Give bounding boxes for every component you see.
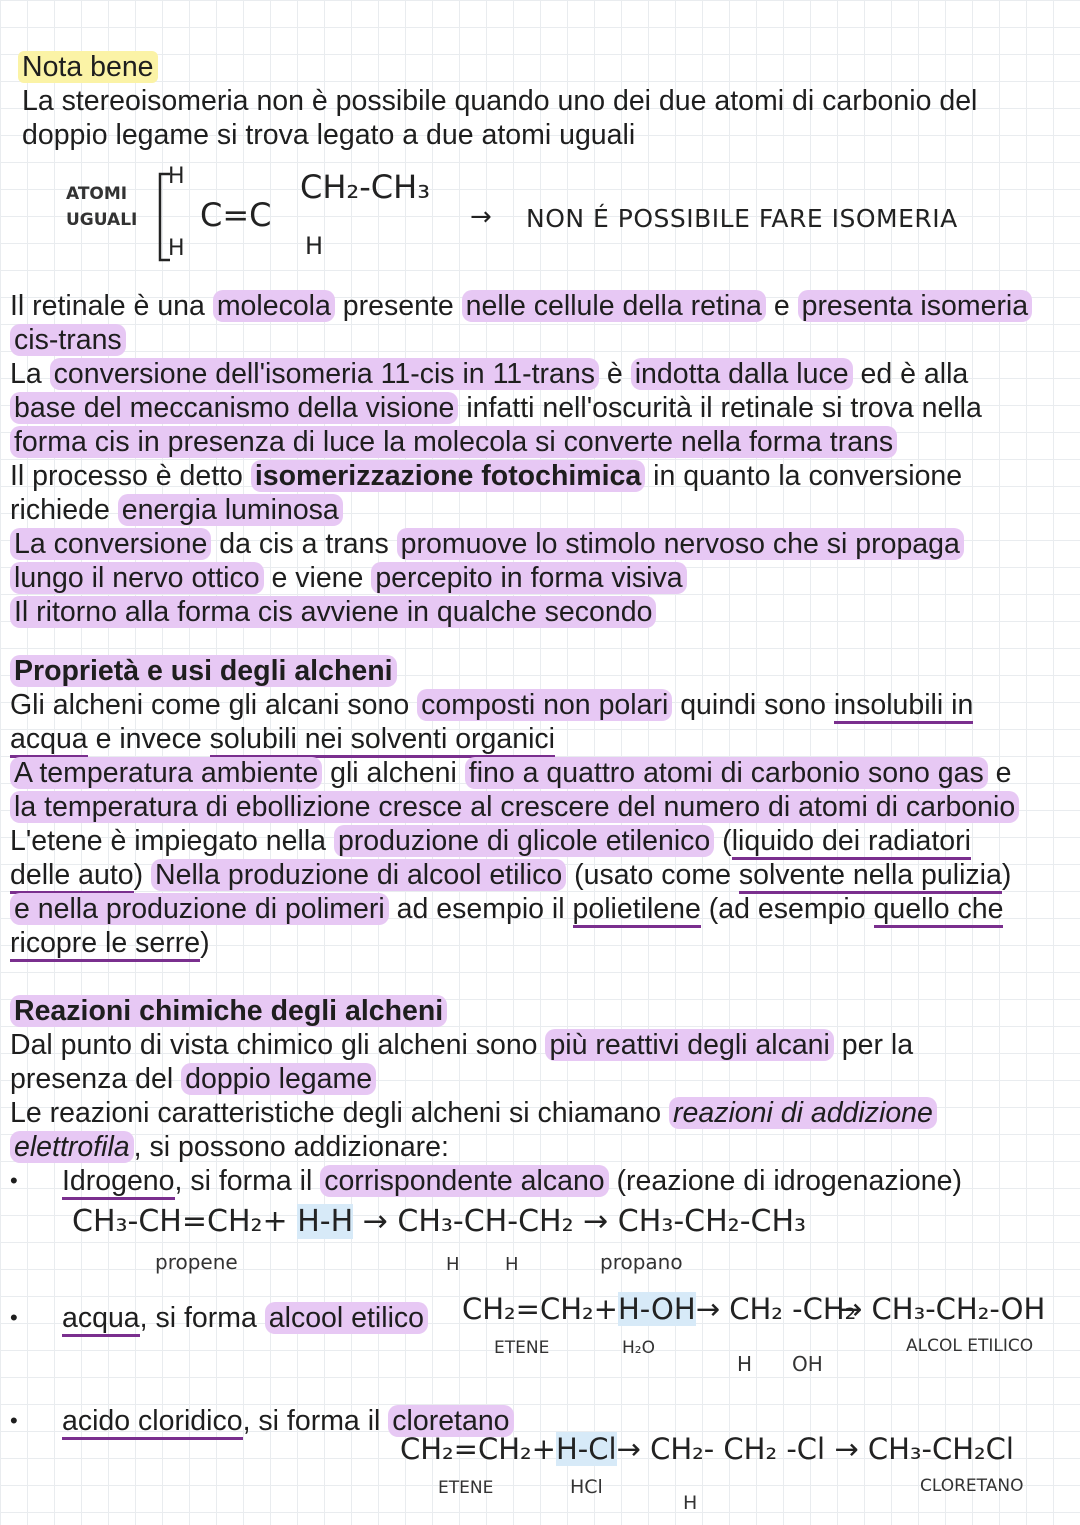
etene-label-2: ETENE — [438, 1478, 494, 1498]
propene-label: propene — [155, 1250, 238, 1274]
reazioni-title: Reazioni chimiche degli alcheni — [10, 994, 447, 1028]
uguali-label: UGUALI — [66, 210, 138, 230]
formula-cc: C=C — [200, 196, 272, 234]
retinale-line7: richiede energia luminosa — [10, 493, 343, 527]
retinale-line10: Il ritorno alla forma cis avviene in qualche secondo — [10, 595, 656, 629]
formula-idrogeno: CH₃-CH=CH₂+ H-H → CH₃-CH-CH₂ → CH₃-CH₂-CH₃ — [72, 1204, 807, 1239]
formula-acqua: CH₂=CH₂+H-OH→ CH₂ -CH₂ — [462, 1292, 857, 1326]
proprieta-line3: A temperatura ambiente gli alcheni fino a quattro atomi di carbonio sono gas e — [10, 756, 1011, 790]
retinale-line4: base del meccanismo della visione infatti nell'oscurità il retinale si trova nella — [10, 391, 982, 425]
bullet-2: • — [10, 1305, 18, 1330]
reaction-acido: acido cloridico, si forma il cloretano — [62, 1404, 514, 1438]
retinale-line5: forma cis in presenza di luce la molecola si converte nella forma trans — [10, 425, 897, 459]
h2o-label: H₂O — [622, 1338, 655, 1358]
hcl-label: HCl — [570, 1476, 603, 1498]
reazioni-line2: presenza del doppio legame — [10, 1062, 376, 1096]
formula-acqua-product: → CH₃-CH₂-OH — [838, 1292, 1046, 1326]
proprieta-line5: L'etene è impiegato nella produzione di glicole etilenico (liquido dei radiatori — [10, 824, 971, 858]
alcol-etilico-label: ALCOL ETILICO — [906, 1336, 1034, 1356]
formula-h2: H — [168, 236, 185, 261]
formula-acido: CH₂=CH₂+H-Cl→ CH₂- CH₂ -Cl → CH₃-CH₂Cl — [400, 1432, 1014, 1466]
nota-line1: La stereoisomeria non è possibile quando uno dei due atomi di carbonio del — [22, 85, 978, 117]
reazioni-line1: Dal punto di vista chimico gli alcheni sono più reattivi degli alcani per la — [10, 1029, 914, 1061]
bullet-3: • — [10, 1408, 18, 1433]
bullet-1: • — [10, 1168, 18, 1193]
idrogeno-h1: H — [446, 1254, 460, 1275]
propano-label: propano — [600, 1250, 683, 1274]
etene-label-1: ETENE — [494, 1338, 550, 1358]
retinale-line2: cis-trans — [10, 323, 126, 357]
formula-top: CH₂-CH₃ — [300, 168, 431, 206]
proprieta-line2: acqua e invece solubili nei solventi organici — [10, 722, 555, 756]
formula-note: NON É POSSIBILE FARE ISOMERIA — [526, 204, 958, 233]
arrow-icon: → — [470, 202, 492, 232]
nota-line2: doppio legame si trova legato a due atomi uguali — [22, 119, 636, 151]
retinale-line9: lungo il nervo ottico e viene percepito in forma visiva — [10, 561, 687, 595]
retinale-line8: La conversione da cis a trans promuove lo stimolo nervoso che si propaga — [10, 527, 964, 561]
cloretano-label: CLORETANO — [920, 1476, 1024, 1496]
retinale-line3: La conversione dell'isomeria 11-cis in 11-trans è indotta dalla luce ed è alla — [10, 358, 969, 390]
proprieta-line1: Gli alcheni come gli alcani sono composti non polari quindi sono insolubili in — [10, 688, 973, 722]
reazioni-line3: Le reazioni caratteristiche degli alcheni si chiamano reazioni di addizione — [10, 1096, 937, 1130]
reaction-acqua: acqua, si forma alcool etilico — [62, 1301, 428, 1335]
reaction-idrogeno: Idrogeno, si forma il corrispondente alcano (reazione di idrogenazione) — [62, 1164, 962, 1198]
proprieta-line6: delle auto) Nella produzione di alcool etilico (usato come solvente nella pulizia) — [10, 858, 1011, 892]
idrogeno-h2: H — [505, 1254, 519, 1275]
retinale-line1: Il retinale è una molecola presente nelle cellule della retina e presenta isomeria — [10, 289, 1032, 323]
proprieta-title: Proprietà e usi degli alcheni — [10, 654, 397, 688]
proprieta-line7: e nella produzione di polimeri ad esempio il polietilene (ad esempio quello che — [10, 892, 1003, 926]
acqua-h: H — [737, 1352, 753, 1376]
formula-h1: H — [168, 164, 185, 189]
nota-title: Nota bene — [18, 51, 158, 83]
retinale-line6: Il processo è detto isomerizzazione fotochimica in quanto la conversione — [10, 460, 963, 492]
atomi-label: ATOMI — [66, 184, 128, 204]
proprieta-line4: la temperatura di ebollizione cresce al crescere del numero di atomi di carbonio — [10, 790, 1019, 824]
acqua-oh: OH — [792, 1352, 823, 1376]
formula-h3: H — [305, 232, 324, 260]
proprieta-line8: ricopre le serre) — [10, 926, 210, 960]
acido-h: H — [683, 1492, 698, 1514]
reazioni-line4: elettrofila , si possono addizionare: — [10, 1130, 449, 1164]
